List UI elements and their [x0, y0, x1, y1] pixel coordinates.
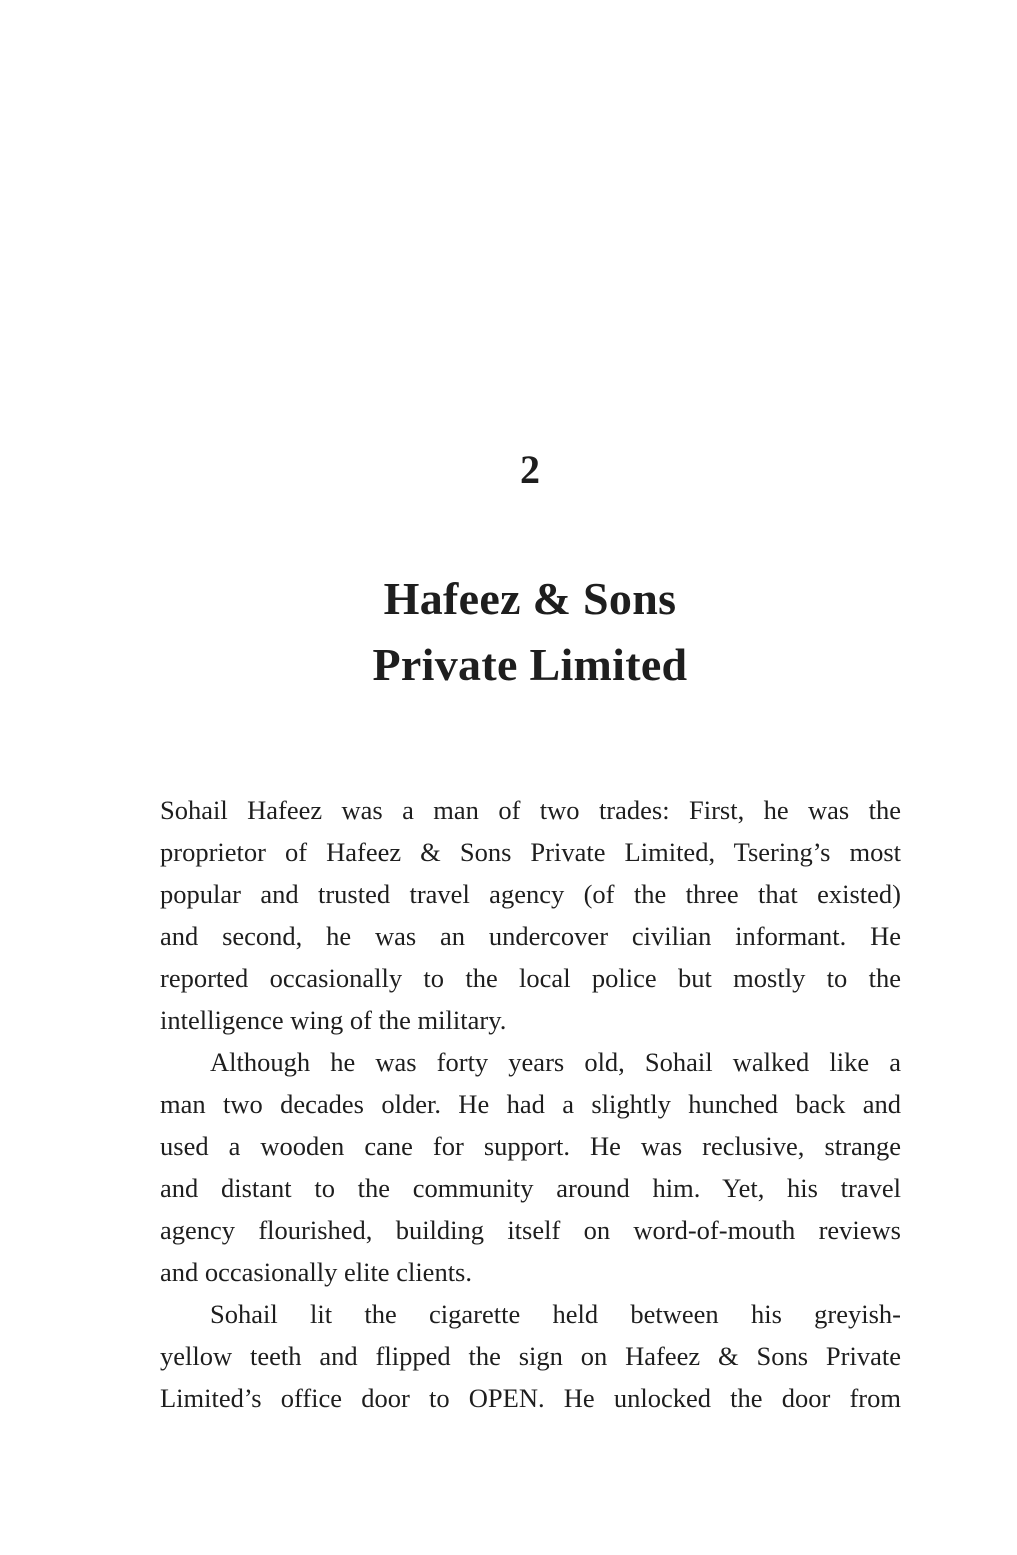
text-line: proprietor of Hafeez & Sons Private Limited, Tsering’s most: [160, 837, 901, 867]
text-line: Sohail Hafeez was a man of two trades: First, he was the: [160, 795, 901, 825]
text-line: agency flourished, building itself on word-of-mouth reviews: [160, 1215, 901, 1245]
paragraph-1: [160, 789, 901, 1041]
chapter-body: [160, 789, 901, 1419]
text-line: man two decades older. He had a slightly hunched back and: [160, 1089, 901, 1119]
text-line: and occasionally elite clients.: [160, 1257, 472, 1287]
text-line: and second, he was an undercover civilian informant. He: [160, 921, 901, 951]
text-line: intelligence wing of the military.: [160, 1005, 507, 1035]
chapter-title: [0, 566, 1017, 698]
chapter-title-line-1: Hafeez & Sons: [383, 573, 677, 624]
paragraph-2: [160, 1041, 901, 1293]
text-line: Sohail lit the cigarette held between his greyish-: [210, 1299, 901, 1329]
text-line: reported occasionally to the local police but mostly to the: [160, 963, 901, 993]
text-line: and distant to the community around him. Yet, his travel: [160, 1173, 901, 1203]
text-line: used a wooden cane for support. He was reclusive, strange: [160, 1131, 901, 1161]
text-line: popular and trusted travel agency (of the three that existed): [160, 879, 901, 909]
text-line: Limited’s office door to OPEN. He unlocked the door from: [160, 1383, 901, 1413]
text-line: Although he was forty years old, Sohail walked like a: [210, 1047, 901, 1077]
text-line: yellow teeth and flipped the sign on Hafeez & Sons Private: [160, 1341, 901, 1371]
chapter-number: 2: [520, 447, 540, 492]
chapter-title-line-2: Private Limited: [372, 639, 688, 690]
paragraph-3: [160, 1293, 901, 1419]
